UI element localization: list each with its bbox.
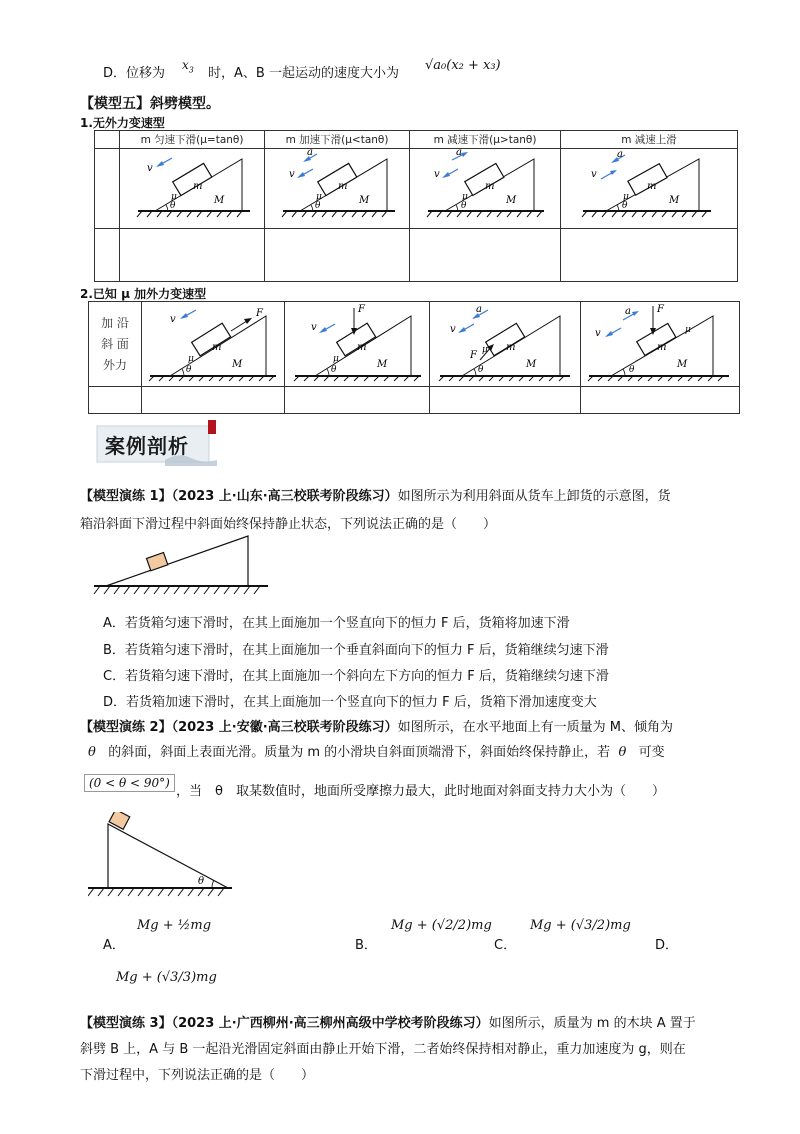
svg-text:θ: θ [629, 365, 635, 375]
svg-text:F: F [657, 304, 664, 315]
var-x-sub: 3 [188, 65, 194, 75]
prev-option-d-var [182, 58, 194, 74]
table1-answer-cell-3 [410, 229, 561, 282]
svg-text:M: M [669, 195, 680, 206]
table1-header-4: m 减速上滑 [561, 131, 738, 149]
q2-tag: 【模型演练 2】 [80, 720, 172, 735]
table1-corner [95, 131, 120, 149]
q2-range-box [84, 774, 175, 792]
svg-text:θ: θ [478, 365, 484, 375]
q2-option-d-letter: D． [655, 938, 679, 953]
side-label-line-2: 斜 面 [101, 336, 129, 351]
q2-stem-1: 如图所示，在水平地面上有一质量为 M、倾角为 [397, 720, 674, 735]
table1-side-cell [95, 149, 120, 229]
table2-empty-side [89, 387, 142, 414]
table2-answer-cell-4 [581, 387, 740, 414]
q3-source: （2023 上·广西柳州·高三柳州高级中学校考阶段练习） [171, 1016, 489, 1031]
q2-option-c[interactable] [494, 916, 631, 953]
svg-text:M: M [359, 195, 370, 206]
svg-text:M: M [232, 359, 243, 370]
q2-range: (0 < θ < 90°) [89, 776, 170, 790]
q2-line-2 [88, 741, 665, 760]
svg-text:v: v [450, 324, 456, 335]
q2-option-a-expr: Mg + ½mg [137, 918, 212, 933]
table2-answer-cell-2 [285, 387, 430, 414]
q2-option-b[interactable] [355, 916, 492, 953]
q2-line-1 [80, 716, 673, 735]
svg-text:μ: μ [316, 192, 322, 202]
svg-text:v: v [170, 314, 176, 325]
svg-text:v: v [591, 169, 597, 180]
table1-empty-side [95, 229, 120, 282]
prev-option-d-formula: √a₀(x₂ + x₃) [425, 58, 501, 73]
svg-text:v: v [595, 328, 601, 339]
q2-option-a[interactable] [103, 916, 212, 953]
svg-text:v: v [311, 322, 317, 333]
svg-text:θ: θ [315, 201, 321, 211]
table1-header-3: m 减速下滑(μ>tanθ) [410, 131, 561, 149]
table-no-external-force [94, 130, 738, 282]
table1-header-2: m 加速下滑(μ<tanθ) [265, 131, 410, 149]
table1-diagram-4 [561, 149, 738, 229]
q2-option-d[interactable] [655, 916, 679, 953]
svg-text:μ: μ [171, 192, 177, 202]
q2-option-b-letter: B． [355, 938, 377, 953]
q2-source: （2023 上·安徽·高三校联考阶段练习） [171, 720, 398, 735]
table2-answer-cell-3 [430, 387, 581, 414]
prev-option-d-label: D．位移为 [103, 66, 166, 81]
svg-text:v: v [289, 169, 295, 180]
q2-stem-2: 的斜面，斜面上表面光滑。质量为 m 的小滑块自斜面顶端滑下，斜面始终保持静止，若 [108, 745, 611, 760]
q1-option-c[interactable]: C．若货箱匀速下滑时，在其上面施加一个斜向左下方向的恒力 F 后，货箱继续匀速下滑 [103, 669, 609, 684]
q1-stem-1: 如图所示为利用斜面从货车上卸货的示意图，货 [397, 489, 671, 504]
incline-diagram-force-down-up [581, 302, 739, 382]
table1-answer-cell-4 [561, 229, 738, 282]
q3-line-1 [80, 1012, 696, 1031]
incline-diagram-decel [410, 149, 560, 224]
q1-line-1 [80, 485, 671, 504]
banner-text: 案例剖析 [105, 434, 189, 458]
svg-text:θ: θ [198, 876, 205, 887]
svg-text:M: M [377, 359, 388, 370]
table2-diagram-4 [581, 302, 740, 387]
svg-text:θ: θ [461, 201, 467, 211]
svg-text:m: m [357, 342, 367, 353]
svg-text:μ: μ [462, 192, 468, 202]
svg-text:μ: μ [482, 345, 488, 355]
section-subtitle-1: 1.无外力变速型 [80, 116, 165, 130]
svg-text:m: m [338, 181, 348, 192]
svg-text:F: F [358, 304, 365, 315]
case-analysis-banner [95, 420, 219, 468]
svg-text:a: a [456, 149, 462, 158]
table2-diagram-3 [430, 302, 581, 387]
table2-answer-cell-1 [142, 387, 285, 414]
svg-text:a: a [307, 149, 313, 158]
svg-text:m: m [485, 181, 495, 192]
incline-diagram-force-vertical [285, 302, 429, 382]
section-subtitle-2: 2.已知 μ 加外力变速型 [80, 287, 207, 301]
svg-text:μ: μ [685, 325, 691, 335]
q1-source: （2023 上·山东·高三校联考阶段练习） [171, 489, 398, 504]
svg-text:θ: θ [186, 365, 192, 375]
q2-theta-1: θ [88, 745, 96, 760]
table1-answer-cell-2 [265, 229, 410, 282]
incline-diagram-accel [265, 149, 409, 224]
svg-text:a: a [625, 306, 631, 317]
q2-theta-2: θ [618, 745, 627, 760]
q1-option-d[interactable]: D．若货箱加速下滑时，在其上面施加一个竖直向下的恒力 F 后，货箱下滑加速度变大 [103, 695, 597, 710]
q2-stem-2-end: 可变 [638, 745, 665, 760]
table2-diagram-1 [142, 302, 285, 387]
table1-header-1: m 匀速下滑(μ=tanθ) [120, 131, 265, 149]
svg-text:M: M [677, 359, 688, 370]
q3-tag: 【模型演练 3】 [80, 1016, 172, 1031]
incline-diagram-force-upward [430, 302, 580, 382]
svg-text:θ: θ [170, 201, 176, 211]
q2-option-a-letter: A． [103, 938, 125, 953]
incline-diagram-force-along [142, 302, 284, 382]
table2-side-label [89, 302, 142, 387]
svg-text:M: M [506, 195, 517, 206]
table1-diagram-2 [265, 149, 410, 229]
q2-line-3: ，当 θ 取某数值时，地面所受摩擦力最大，此时地面对斜面支持力大小为（ ） [176, 784, 665, 799]
prev-option-d-mid: 时，A、B 一起运动的速度大小为 [208, 66, 399, 81]
svg-text:a: a [476, 304, 482, 315]
q2-option-c-expr: Mg + (√3/2)mg [530, 918, 631, 933]
svg-text:m: m [212, 342, 222, 353]
table1-diagram-1 [120, 149, 265, 229]
svg-text:F: F [256, 308, 263, 319]
section-title: 【模型五】斜劈模型。 [80, 96, 220, 112]
svg-text:m: m [647, 181, 657, 192]
svg-text:a: a [617, 149, 623, 160]
svg-text:μ: μ [188, 354, 194, 364]
q1-option-a[interactable]: A．若货箱匀速下滑时，在其上面施加一个竖直向下的恒力 F 后，货箱将加速下滑 [103, 616, 570, 631]
svg-text:m: m [193, 181, 203, 192]
q2-option-b-expr: Mg + (√2/2)mg [391, 918, 492, 933]
table-external-force [88, 301, 740, 414]
svg-text:μ: μ [623, 192, 629, 202]
svg-text:m: m [657, 342, 667, 353]
svg-text:M: M [526, 359, 537, 370]
svg-text:M: M [214, 195, 225, 206]
q2-option-c-letter: C． [494, 938, 517, 953]
table2-diagram-2 [285, 302, 430, 387]
svg-text:v: v [434, 169, 440, 180]
q2-option-d-expr: Mg + (√3/3)mg [116, 970, 217, 985]
q1-incline-figure [92, 532, 272, 602]
var-x: x [182, 58, 189, 72]
q1-option-b[interactable]: B．若货箱匀速下滑时，在其上面施加一个垂直斜面向下的恒力 F 后，货箱继续匀速下滑 [103, 643, 609, 658]
svg-text:m: m [506, 342, 516, 353]
table1-diagram-3 [410, 149, 561, 229]
svg-text:μ: μ [333, 354, 339, 364]
q1-tag: 【模型演练 1】 [80, 489, 172, 504]
q2-incline-figure [88, 812, 238, 902]
table1-answer-cell-1 [120, 229, 265, 282]
svg-text:v: v [147, 163, 153, 174]
q3-line-2: 斜劈 B 上，A 与 B 一起沿光滑固定斜面由静止开始下滑，二者始终保持相对静止，重力加速度为 g，则在 [80, 1042, 686, 1057]
svg-text:θ: θ [331, 365, 337, 375]
incline-diagram-uniform [120, 149, 264, 224]
svg-text:F: F [470, 350, 477, 361]
incline-diagram-upward [561, 149, 737, 224]
side-label-line-3: 外力 [102, 357, 127, 372]
q3-line-3: 下滑过程中，下列说法正确的是（ ） [80, 1068, 315, 1083]
side-label-line-1: 加 沿 [101, 315, 129, 330]
q3-stem-1: 如图所示，质量为 m 的木块 A 置于 [488, 1016, 696, 1031]
q1-line-2: 箱沿斜面下滑过程中斜面始终保持静止状态，下列说法正确的是（ ） [80, 517, 497, 532]
prev-option-d [103, 62, 165, 81]
svg-text:θ: θ [622, 201, 628, 211]
